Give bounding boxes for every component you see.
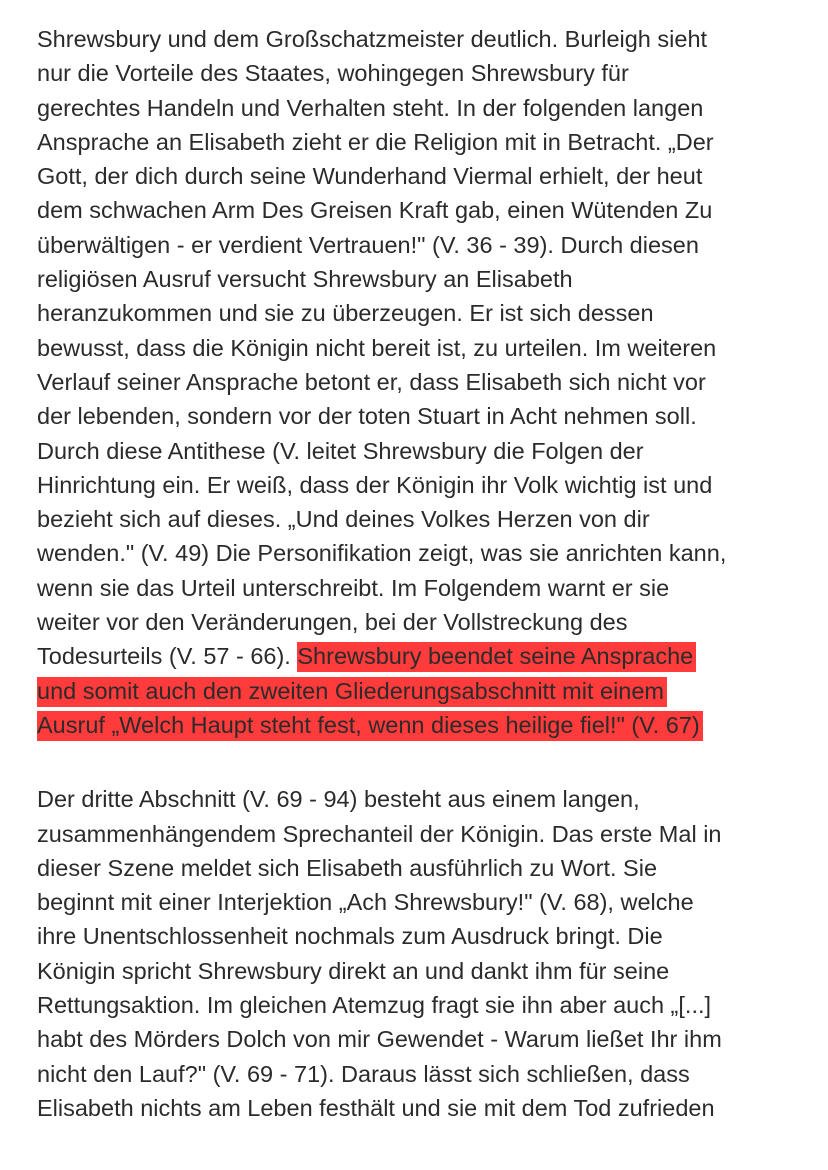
- text-line: Hinrichtung ein. Er weiß, dass der Königin ihr Volk wichtig ist und: [37, 471, 713, 498]
- text-line: [37, 639, 807, 673]
- text-line: religiösen Ausruf versucht Shrewsbury an Elisabeth: [37, 266, 573, 293]
- text-line: Gott, der dich durch seine Wunderhand Viermal erhielt, der heut: [37, 163, 703, 190]
- highlighted-text: und somit auch den zweiten Gliederungsabschnitt mit einem: [37, 677, 667, 707]
- text-line: Der dritte Abschnitt (V. 69 - 94) besteht aus einem langen,: [37, 786, 640, 813]
- text-line: bewusst, dass die Königin nicht bereit ist, zu urteilen. Im weiteren: [37, 334, 717, 361]
- text-line: nur die Vorteile des Staates, wohingegen Shrewsbury für: [37, 60, 629, 87]
- text-line: ihre Unentschlossenheit nochmals zum Ausdruck bringt. Die: [37, 923, 663, 950]
- text-line: habt des Mörders Dolch von mir Gewendet - Warum ließet Ihr ihm: [37, 1026, 722, 1053]
- text-line: nicht den Lauf?" (V. 69 - 71). Daraus lässt sich schließen, dass: [37, 1060, 690, 1087]
- highlighted-text: Ausruf „Welch Haupt steht fest, wenn dieses heilige fiel!" (V. 67): [37, 711, 703, 741]
- text-line: Elisabeth nichts am Leben festhält und sie mit dem Tod zufrieden: [37, 1094, 715, 1121]
- text-line: überwältigen - er verdient Vertrauen!" (V. 36 - 39). Durch diesen: [37, 231, 699, 258]
- text-line: [37, 708, 807, 742]
- highlighted-text: Shrewsbury beendet seine Ansprache: [297, 642, 696, 672]
- text-line: heranzukommen und sie zu überzeugen. Er ist sich dessen: [37, 300, 654, 327]
- text-line: Königin spricht Shrewsbury direkt an und dankt ihm für seine: [37, 957, 670, 984]
- paragraph-2: [37, 782, 807, 1125]
- text-line: Shrewsbury und dem Großschatzmeister deutlich. Burleigh sieht: [37, 26, 708, 52]
- text-line: [37, 674, 807, 708]
- text-line: wenn sie das Urteil unterschreibt. Im Folgendem warnt er sie: [37, 574, 670, 601]
- document-page: [37, 22, 807, 1125]
- text-line: beginnt mit einer Interjektion „Ach Shrewsbury!" (V. 68), welche: [37, 889, 694, 916]
- paragraph-gap: [37, 742, 807, 782]
- text-line: gerechtes Handeln und Verhalten steht. In der folgenden langen: [37, 94, 704, 121]
- text-line: dieser Szene meldet sich Elisabeth ausführlich zu Wort. Sie: [37, 854, 658, 881]
- text-line: Verlauf seiner Ansprache betont er, dass Elisabeth sich nicht vor: [37, 368, 706, 395]
- text-line: der lebenden, sondern vor der toten Stuart in Acht nehmen soll.: [37, 403, 697, 430]
- text-line: Ansprache an Elisabeth zieht er die Religion mit in Betracht. „Der: [37, 128, 714, 155]
- text-line: bezieht sich auf dieses. „Und deines Volkes Herzen von dir: [37, 506, 650, 533]
- text-line: dem schwachen Arm Des Greisen Kraft gab, einen Wütenden Zu: [37, 197, 713, 224]
- text-line: Durch diese Antithese (V. leitet Shrewsbury die Folgen der: [37, 437, 644, 464]
- text-line: Rettungsaktion. Im gleichen Atemzug fragt sie ihn aber auch „[...]: [37, 992, 712, 1019]
- plain-text: Todesurteils (V. 57 - 66).: [37, 643, 298, 670]
- text-line: zusammenhängendem Sprechanteil der Königin. Das erste Mal in: [37, 820, 722, 847]
- paragraph-1: [37, 22, 807, 742]
- text-line: weiter vor den Veränderungen, bei der Vollstreckung des: [37, 609, 628, 636]
- text-line: wenden." (V. 49) Die Personifikation zeigt, was sie anrichten kann,: [37, 540, 727, 567]
